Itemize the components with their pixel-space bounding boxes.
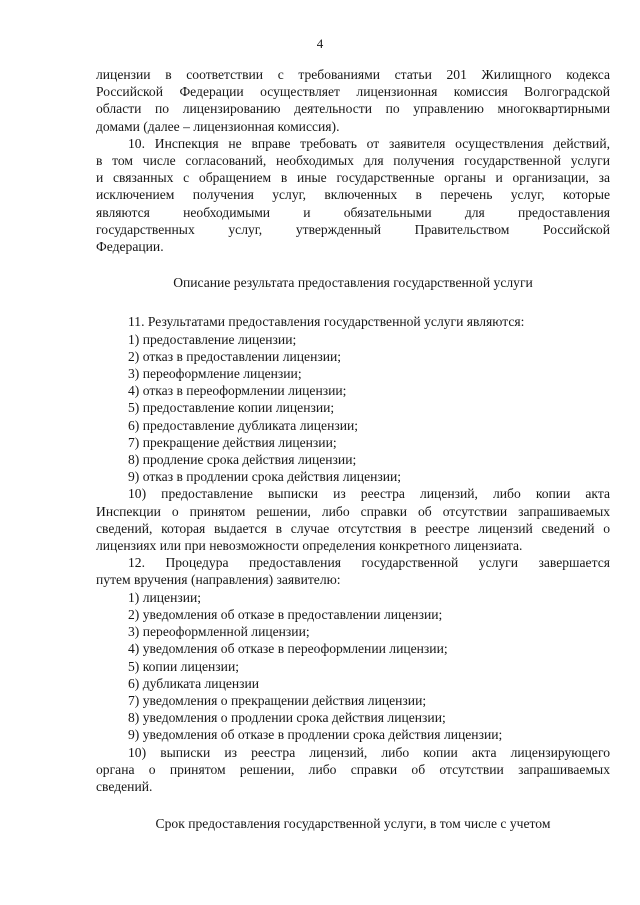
list-item: 4) отказ в переоформлении лицензии; xyxy=(128,383,347,399)
list-item-10-line: лицензиях или при невозможности определения конкретного лицензиата. xyxy=(96,538,523,554)
list-item: 9) отказ в продлении срока действия лицензии; xyxy=(128,469,402,485)
text-line: лицензии в соответствии с требованиями статьи 201 Жилищного кодекса xyxy=(96,67,610,82)
list-item-10-line: сведений, которая выдается в случае отсутствия в реестре лицензий сведений о xyxy=(96,520,610,536)
section-heading-result: Описание результата предоставления государственной услуги xyxy=(173,275,533,291)
text-line: путем вручения (направления) заявителю: xyxy=(96,572,341,588)
list-item: 1) предоставление лицензии; xyxy=(128,331,297,347)
list-item: 8) продление срока действия лицензии; xyxy=(128,452,357,468)
list-item: 6) дубликата лицензии xyxy=(128,675,260,691)
list-item-10-line: 10) выписки из реестра лицензий, либо копии акта лицензирующего xyxy=(128,744,610,760)
paragraph-12 xyxy=(96,554,610,795)
list-item: 2) уведомления об отказе в предоставлении лицензии; xyxy=(128,606,443,622)
list-item: 8) уведомления о продлении срока действия лицензии; xyxy=(128,710,446,726)
page-number: 4 xyxy=(316,36,324,51)
list-item: 2) отказ в предоставлении лицензии; xyxy=(128,348,342,364)
text-line: Российской Федерации осуществляет лицензионная комиссия Волгоградской xyxy=(96,84,610,100)
text-line: 10. Инспекция не вправе требовать от заявителя осуществления действий, xyxy=(128,135,610,151)
text-line: и связанных с обращением в иные государственные органы и организации, за xyxy=(96,170,610,186)
list-item: 3) переоформленной лицензии; xyxy=(128,624,310,640)
list-item: 3) переоформление лицензии; xyxy=(128,366,302,382)
paragraph-11 xyxy=(96,313,610,554)
paragraph-intro xyxy=(96,66,610,135)
text-line: домами (далее – лицензионная комиссия). xyxy=(96,118,340,134)
list-item: 7) уведомления о прекращении действия лицензии; xyxy=(128,692,427,708)
text-line: Федерации. xyxy=(96,239,164,255)
list-item-10-line: 10) предоставление выписки из реестра лицензий, либо копии акта xyxy=(128,486,610,502)
text-line: 12. Процедура предоставления государственной услуги завершается xyxy=(128,555,610,571)
list-item: 6) предоставление дубликата лицензии; xyxy=(128,417,359,433)
list-item-10-line: сведений. xyxy=(96,778,153,794)
text-line: исключением получения услуг, включенных в перечень услуг, которые xyxy=(96,187,610,203)
text-line: государственных услуг, утвержденный Правительством Российской xyxy=(96,221,610,237)
list-item: 4) уведомления об отказе в переоформлении лицензии; xyxy=(128,641,448,657)
text-line: являются необходимыми и обязательными для предоставления xyxy=(96,204,610,220)
list-item: 1) лицензии; xyxy=(128,589,202,605)
list-item-10-line: Инспекции о принятом решении, либо справки об отсутствии запрашиваемых xyxy=(96,503,610,519)
text-line: области по лицензированию деятельности по управлению многоквартирными xyxy=(96,101,610,117)
text-line: в том числе согласований, необходимых для получения государственной услуги xyxy=(96,153,610,169)
paragraph-title: 11. Результатами предоставления государственной услуги являются: xyxy=(128,314,525,330)
document-body xyxy=(96,66,610,832)
paragraph-10 xyxy=(96,135,610,255)
list-item: 9) уведомления об отказе в продлении срока действия лицензии; xyxy=(128,727,503,743)
section-heading-term: Срок предоставления государственной услуги, в том числе с учетом xyxy=(155,816,551,832)
list-item: 5) копии лицензии; xyxy=(128,658,239,674)
list-item: 7) прекращение действия лицензии; xyxy=(128,434,337,450)
list-item-10-line: органа о принятом решении, либо справки об отсутствии запрашиваемых xyxy=(96,761,610,777)
list-item: 5) предоставление копии лицензии; xyxy=(128,400,335,416)
